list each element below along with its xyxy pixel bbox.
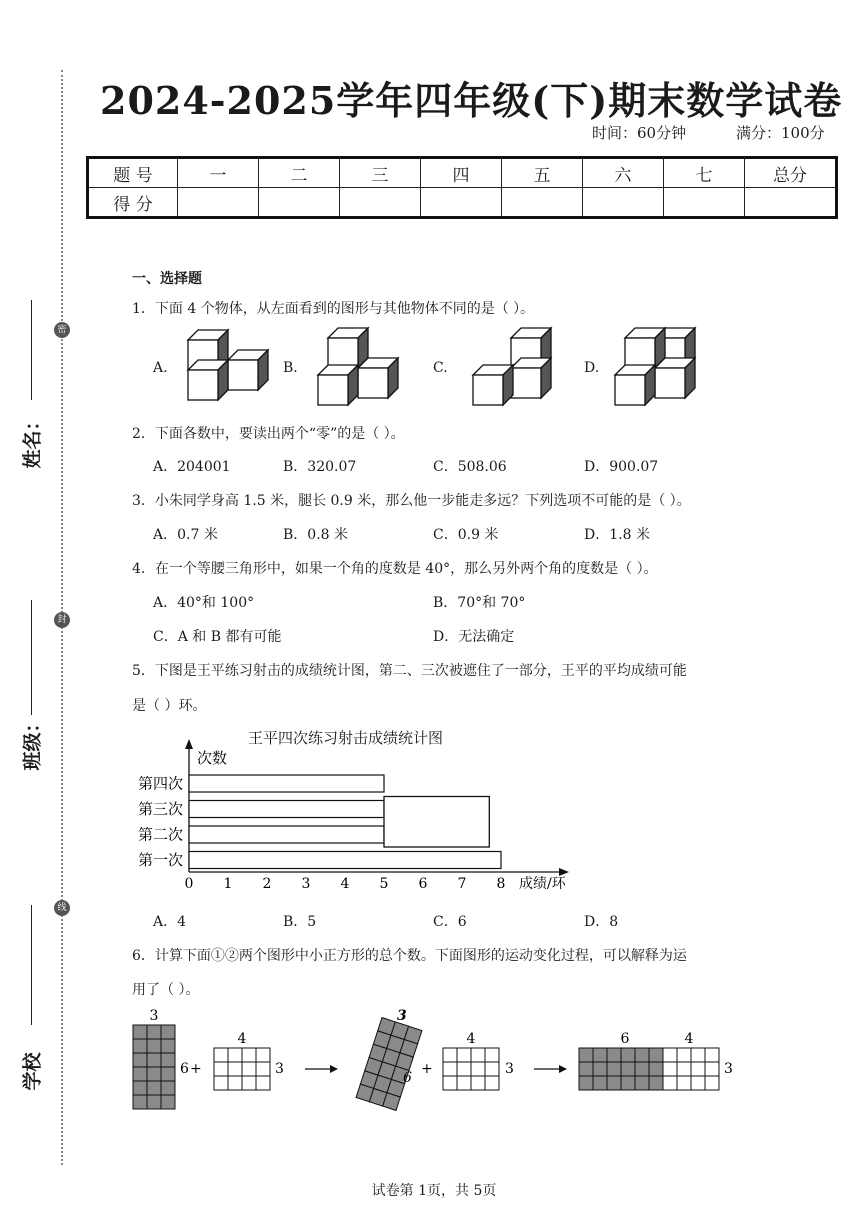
- grid-cell: [133, 1053, 147, 1067]
- grid-cell: [161, 1053, 175, 1067]
- q5-option-d[interactable]: D．8: [584, 914, 619, 930]
- question-3-stem: 3．小朱同学身高 1.5 米，腿长 0.9 米，那么他一步能走多远？下列选项不可能的是（ ）。: [132, 493, 691, 509]
- grid-cell: [579, 1076, 593, 1090]
- q1-option-c[interactable]: C.: [433, 360, 448, 376]
- grid-cell: [457, 1048, 471, 1062]
- q5-option-a[interactable]: A．4: [153, 914, 187, 930]
- score-cell: 七: [664, 158, 745, 188]
- plus-sign: +: [190, 1061, 202, 1077]
- shaded-grid-3x6: [133, 1025, 175, 1109]
- arrow-head: [330, 1065, 338, 1073]
- grid-cell: [471, 1076, 485, 1090]
- grid-cell: [579, 1048, 593, 1062]
- grid-cell: [147, 1039, 161, 1053]
- grid-cell: [161, 1081, 175, 1095]
- category-label: 第四次: [137, 774, 183, 793]
- grid-cell: [457, 1062, 471, 1076]
- grid-cell: [649, 1048, 663, 1062]
- grid-cell: [471, 1062, 485, 1076]
- question-6-stem-line2: 用了（ ）。: [132, 982, 200, 998]
- q1-option-a[interactable]: A.: [153, 360, 168, 376]
- q2-option-b[interactable]: B．320.07: [283, 459, 357, 475]
- grid-top-label: 4: [466, 1031, 476, 1047]
- grid-top-label: 3: [397, 1008, 407, 1024]
- grid-cell: [691, 1062, 705, 1076]
- grid-cell: [133, 1025, 147, 1039]
- question-1-stem: 1．下面 4 个物体，从左面看到的图形与其他物体不同的是（ ）。: [132, 301, 535, 317]
- grid-cell: [147, 1095, 161, 1109]
- x-tick-label: 2: [262, 876, 272, 892]
- grid-cell: [242, 1062, 256, 1076]
- grid-cell: [621, 1062, 635, 1076]
- grid-cell: [133, 1039, 147, 1053]
- grid-cell: [607, 1048, 621, 1062]
- grid-side-label: 3: [275, 1061, 284, 1077]
- grid-top-label: 6: [620, 1031, 630, 1047]
- white-grid-4x3: [214, 1048, 270, 1090]
- grid-cell: [607, 1062, 621, 1076]
- grid-cell: [457, 1076, 471, 1090]
- question-5-stem-line2: 是（ ）环。: [132, 698, 207, 714]
- x-tick-label: 6: [418, 876, 428, 892]
- grid-cell: [663, 1062, 677, 1076]
- grid-top-label: 3: [149, 1008, 159, 1024]
- score-cell: 五: [502, 158, 583, 188]
- grid-cell: [593, 1048, 607, 1062]
- white-grid-4x3: [443, 1048, 499, 1090]
- x-tick-label: 3: [301, 876, 311, 892]
- x-tick-label: 8: [496, 876, 506, 892]
- score-cell: 四: [421, 158, 502, 188]
- grid-cell: [635, 1062, 649, 1076]
- grid-cell: [214, 1076, 228, 1090]
- grid-cell: [228, 1076, 242, 1090]
- grid-cell: [161, 1095, 175, 1109]
- grid-cell: [133, 1067, 147, 1081]
- grid-cell: [443, 1062, 457, 1076]
- page-title: 2024-2025学年四年级(下)期末数学试卷: [100, 78, 843, 123]
- grid-cell: [256, 1062, 270, 1076]
- score-cell: 二: [259, 158, 340, 188]
- seal-mark-feng: 封: [54, 612, 70, 628]
- class-label: 班级：: [21, 713, 44, 771]
- grid-cell: [705, 1048, 719, 1062]
- grid-cell: [147, 1067, 161, 1081]
- score-cell: 题 号: [88, 158, 178, 188]
- grid-cell: [147, 1081, 161, 1095]
- grid-cell: [214, 1048, 228, 1062]
- grid-cell: [228, 1048, 242, 1062]
- grid-top-label: 4: [237, 1031, 247, 1047]
- arrow-head: [559, 1065, 567, 1073]
- grid-cell: [677, 1048, 691, 1062]
- grid-cell: [471, 1048, 485, 1062]
- grid-cell: [649, 1076, 663, 1090]
- x-tick-label: 4: [340, 876, 350, 892]
- grid-cell: [635, 1076, 649, 1090]
- grid-cell: [705, 1076, 719, 1090]
- x-tick-label: 0: [184, 876, 194, 892]
- grid-cell: [256, 1076, 270, 1090]
- question-4-stem: 4．在一个等腰三角形中，如果一个角的度数是 40°，那么另外两个角的度数是（ ）。: [132, 561, 658, 577]
- plus-sign: +: [421, 1061, 433, 1077]
- grid-cell: [242, 1048, 256, 1062]
- name-label: 姓名：: [21, 411, 44, 469]
- q4-option-a[interactable]: A．40°和 100°: [153, 595, 255, 611]
- section-heading: 一、选择题: [132, 271, 202, 287]
- page-footer: 试卷第 1页，共 5页: [371, 1183, 497, 1199]
- score-cell: 得 分: [88, 188, 178, 218]
- question-6-stem-line1: 6．计算下面①②两个图形中小正方形的总个数。下面图形的运动变化过程，可以解释为运: [132, 948, 687, 964]
- time-label: 时间：60分钟: [592, 124, 687, 142]
- q3-option-c[interactable]: C．0.9 米: [433, 527, 499, 543]
- category-label: 第二次: [137, 825, 183, 844]
- grid-cell: [133, 1081, 147, 1095]
- grid-top-label: 4: [684, 1031, 694, 1047]
- x-tick-label: 1: [223, 876, 233, 892]
- seal-mark-mi: 密: [54, 322, 70, 338]
- full-score-label: 满分：100分: [736, 124, 825, 142]
- grid-cell: [485, 1076, 499, 1090]
- grid-cell: [663, 1076, 677, 1090]
- q5-option-b[interactable]: B．5: [283, 914, 317, 930]
- grid-cell: [147, 1053, 161, 1067]
- q2-option-d[interactable]: D．900.07: [584, 459, 659, 475]
- grid-cell: [133, 1095, 147, 1109]
- category-label: 第三次: [137, 800, 183, 818]
- slanted-shaded-grid: [356, 1018, 422, 1111]
- grid-cell: [161, 1039, 175, 1053]
- grid-cell: [677, 1076, 691, 1090]
- score-cell: 三: [340, 158, 421, 188]
- grid-cell: [593, 1076, 607, 1090]
- grid-cell: [579, 1062, 593, 1076]
- school-label: 学校: [21, 1052, 44, 1091]
- q2-option-a[interactable]: A．204001: [153, 459, 231, 475]
- grid-cell: [214, 1062, 228, 1076]
- q3-option-b[interactable]: B．0.8 米: [283, 527, 349, 543]
- x-tick-label: 7: [457, 876, 467, 892]
- grid-cell: [593, 1062, 607, 1076]
- grid-side-label: 3: [505, 1061, 514, 1077]
- x-tick-label: 5: [379, 876, 389, 892]
- grid-cell: [161, 1067, 175, 1081]
- question-5-stem-line1: 5．下图是王平练习射击的成绩统计图，第二、三次被遮住了一部分，王平的平均成绩可能: [132, 663, 687, 679]
- score-cell: 六: [583, 158, 664, 188]
- grid-side-label: 3: [724, 1061, 733, 1077]
- grid-cell: [443, 1076, 457, 1090]
- q3-option-a[interactable]: A．0.7 米: [153, 527, 218, 543]
- grid-cell: [691, 1048, 705, 1062]
- combined-grid-10x3: [579, 1048, 719, 1090]
- grid-cell: [228, 1062, 242, 1076]
- grid-cell: [649, 1062, 663, 1076]
- grid-cell: [677, 1062, 691, 1076]
- q1-option-b[interactable]: B.: [283, 360, 298, 376]
- grid-cell: [621, 1048, 635, 1062]
- q3-option-d[interactable]: D．1.8 米: [584, 527, 650, 543]
- question-2-stem: 2．下面各数中，要读出两个“零”的是（ ）。: [132, 426, 405, 442]
- grid-side-label: 6: [403, 1070, 412, 1086]
- q4-option-b[interactable]: B．70°和 70°: [433, 595, 526, 611]
- q4-option-c[interactable]: C．A 和 B 都有可能: [153, 629, 282, 645]
- category-label: 第一次: [137, 851, 183, 869]
- score-cell: 一: [178, 158, 259, 188]
- grid-cell: [443, 1048, 457, 1062]
- grid-side-label: 6: [180, 1061, 189, 1077]
- grid-cell: [705, 1062, 719, 1076]
- grid-cell: [485, 1062, 499, 1076]
- grid-cell: [691, 1076, 705, 1090]
- q1-option-d[interactable]: D.: [584, 360, 600, 376]
- grid-cell: [256, 1048, 270, 1062]
- y-axis-label: 次数: [197, 749, 228, 767]
- chart-title: 王平四次练习射击成绩统计图: [248, 729, 444, 747]
- q2-option-c[interactable]: C．508.06: [433, 459, 507, 475]
- score-cell: 总分: [745, 158, 837, 188]
- q5-option-c[interactable]: C．6: [433, 914, 467, 930]
- grid-cell: [242, 1076, 256, 1090]
- q4-option-d[interactable]: D．无法确定: [433, 629, 515, 645]
- grid-cell: [485, 1048, 499, 1062]
- grid-cell: [161, 1025, 175, 1039]
- grid-cell: [607, 1076, 621, 1090]
- seal-mark-xian: 线: [54, 900, 70, 916]
- grid-cell: [621, 1076, 635, 1090]
- x-axis-label: 成绩/环: [519, 876, 566, 892]
- grid-cell: [635, 1048, 649, 1062]
- grid-cell: [663, 1048, 677, 1062]
- grid-cell: [147, 1025, 161, 1039]
